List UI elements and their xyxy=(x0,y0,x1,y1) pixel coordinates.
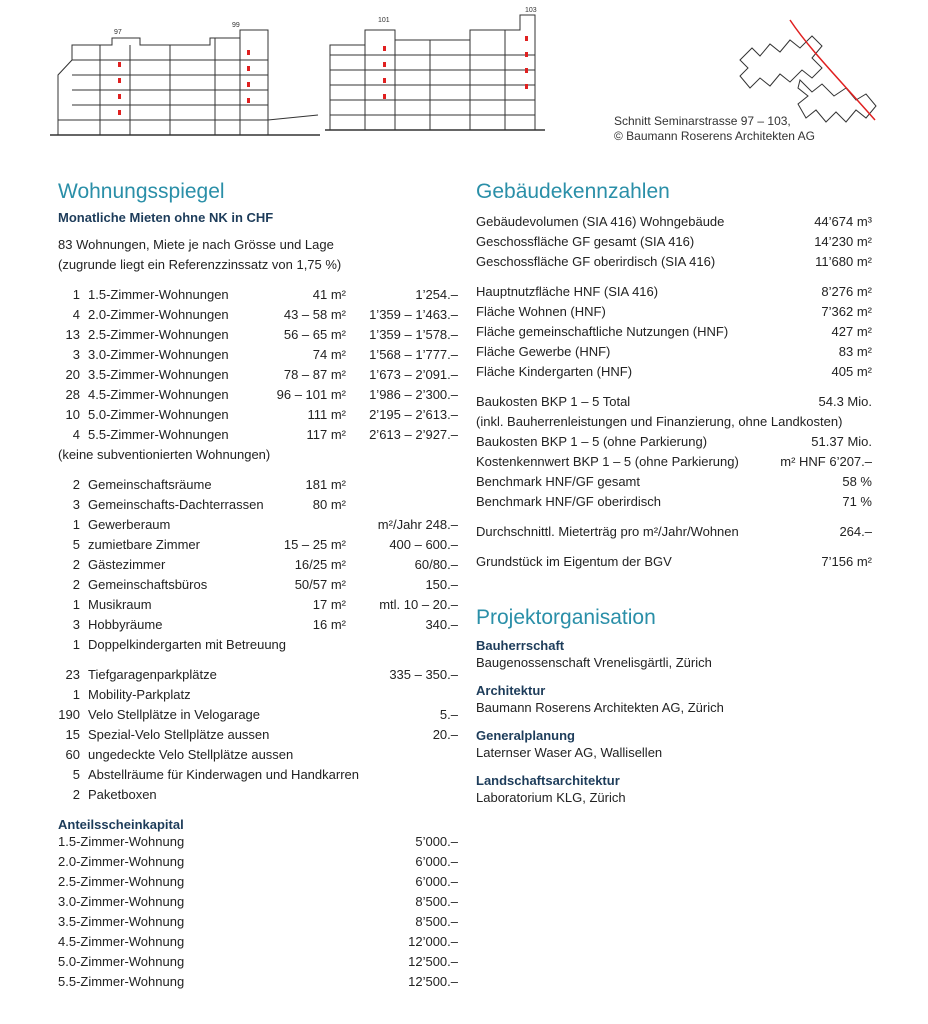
figure-label: Hauptnutzfläche HNF (SIA 416) xyxy=(476,284,659,299)
price: m²/Jahr 248.– xyxy=(377,517,458,532)
price: 1’359 – 1’578.– xyxy=(369,327,458,342)
figure-row xyxy=(476,322,872,342)
intro-note: (zugrunde liegt ein Referenzzinssatz von 1,75 %) xyxy=(58,257,342,272)
price: mtl. 10 – 20.– xyxy=(379,597,458,612)
site-plan xyxy=(740,36,876,122)
capital-amount: 12’500.– xyxy=(408,954,458,969)
item-label: Gemeinschaftsräume xyxy=(88,477,212,492)
figure-label: (inkl. Bauherrenleistungen und Finanzierung, ohne Landkosten) xyxy=(476,414,843,429)
area: 111 m² xyxy=(307,407,346,422)
capital-row xyxy=(58,932,458,952)
apartment-type: 1.5-Zimmer-Wohnung xyxy=(58,834,185,849)
apartment-row xyxy=(58,385,458,405)
parking-row xyxy=(58,765,458,785)
area: 117 m² xyxy=(306,427,346,442)
count: 3 xyxy=(72,497,80,512)
figure-label: Grundstück im Eigentum der BGV xyxy=(476,554,672,569)
item-label: Musikraum xyxy=(88,597,152,612)
apartment-row xyxy=(58,425,458,445)
figure-label: Kostenkennwert BKP 1 – 5 (ohne Parkierung) xyxy=(476,454,739,469)
area: 41 m² xyxy=(312,287,346,302)
figure-label: Geschossfläche GF oberirdisch (SIA 416) xyxy=(476,254,716,269)
common-space-row xyxy=(58,515,458,535)
count: 4 xyxy=(72,427,80,442)
area: 181 m² xyxy=(305,477,346,492)
figure-row xyxy=(476,412,872,432)
item-label: 3.0-Zimmer-Wohnungen xyxy=(88,347,229,362)
org-name: Laternser Waser AG, Wallisellen xyxy=(476,745,663,760)
figure-label: Fläche Kindergarten (HNF) xyxy=(476,364,633,379)
item-label: 1.5-Zimmer-Wohnungen xyxy=(88,287,229,302)
figure-row xyxy=(476,472,872,492)
price: 2’195 – 2’613.– xyxy=(369,407,458,422)
count: 1 xyxy=(72,287,80,302)
common-space-row xyxy=(58,535,458,555)
parking-row xyxy=(58,785,458,805)
organisation-entry xyxy=(476,728,872,763)
item-label: ungedeckte Velo Stellplätze aussen xyxy=(88,747,294,762)
org-role: Generalplanung xyxy=(476,728,575,743)
label-99: 99 xyxy=(232,22,240,29)
figure-label: Benchmark HNF/GF oberirdisch xyxy=(476,494,661,509)
capital-row xyxy=(58,852,458,872)
count: 1 xyxy=(72,637,80,652)
apartment-row xyxy=(58,405,458,425)
org-name: Laboratorium KLG, Zürich xyxy=(476,790,626,805)
figure-value: 427 m² xyxy=(831,324,872,339)
capital-amount: 6’000.– xyxy=(415,854,458,869)
figure-value: 7’156 m² xyxy=(821,554,872,569)
count: 2 xyxy=(72,557,80,572)
figure-row xyxy=(476,552,872,572)
figures-group-costs xyxy=(476,392,872,512)
area: 16/25 m² xyxy=(294,557,346,572)
count: 3 xyxy=(72,617,80,632)
parking-row xyxy=(58,705,458,725)
figure-label: Benchmark HNF/GF gesamt xyxy=(476,474,640,489)
count: 13 xyxy=(65,327,80,342)
count: 10 xyxy=(65,407,80,422)
figure-label: Fläche gemeinschaftliche Nutzungen (HNF) xyxy=(476,324,729,339)
common-space-row xyxy=(58,495,458,515)
figure-row xyxy=(476,522,872,542)
figures-group-rent xyxy=(476,522,872,542)
count: 2 xyxy=(72,477,80,492)
area: 56 – 65 m² xyxy=(283,327,346,342)
item-label: Doppelkindergarten mit Betreuung xyxy=(88,637,287,652)
common-space-row xyxy=(58,635,458,655)
area: 74 m² xyxy=(312,347,346,362)
item-label: Abstellräume für Kinderwagen und Handkarren xyxy=(88,767,359,782)
figure-row xyxy=(476,282,872,302)
drawing-caption xyxy=(614,114,815,144)
area: 16 m² xyxy=(312,617,346,632)
figure-row xyxy=(476,362,872,382)
figure-value: 58 % xyxy=(842,474,872,489)
item-label: Velo Stellplätze in Velogarage xyxy=(88,707,261,722)
figure-value: 11’680 m² xyxy=(815,254,872,269)
section-left-building xyxy=(50,30,320,135)
capital-list xyxy=(58,832,458,992)
label-101: 101 xyxy=(378,17,390,24)
area: 80 m² xyxy=(312,497,346,512)
figure-value: 264.– xyxy=(839,524,872,539)
org-name: Baumann Roserens Architekten AG, Zürich xyxy=(476,700,724,715)
common-space-row xyxy=(58,475,458,495)
figure-label: Durchschnittl. Mieterträg pro m²/Jahr/Wohnen xyxy=(476,524,739,539)
area: 50/57 m² xyxy=(294,577,346,592)
section-right-building xyxy=(325,15,545,130)
item-label: Gemeinschaftsbüros xyxy=(88,577,208,592)
figures-group-plot xyxy=(476,552,872,572)
figure-label: Baukosten BKP 1 – 5 Total xyxy=(476,394,631,409)
building-figures-column xyxy=(476,180,872,818)
figure-value: 71 % xyxy=(842,494,872,509)
price: 1’673 – 2’091.– xyxy=(369,367,458,382)
apartment-type: 5.5-Zimmer-Wohnung xyxy=(58,974,185,989)
count: 5 xyxy=(72,537,80,552)
figure-row xyxy=(476,432,872,452)
apartment-type: 2.5-Zimmer-Wohnung xyxy=(58,874,185,889)
price: 150.– xyxy=(425,577,458,592)
area: 78 – 87 m² xyxy=(283,367,346,382)
parking-row xyxy=(58,685,458,705)
intro-text: 83 Wohnungen, Miete je nach Grösse und Lage xyxy=(58,237,334,252)
capital-amount: 8’500.– xyxy=(415,914,458,929)
figure-value: 405 m² xyxy=(831,364,872,379)
area: 43 – 58 m² xyxy=(283,307,346,322)
count: 1 xyxy=(72,597,80,612)
common-space-row xyxy=(58,575,458,595)
common-spaces-list xyxy=(58,475,458,655)
building-figures-title: Gebäudekennzahlen xyxy=(476,180,670,203)
capital-title: Anteilsscheinkapital xyxy=(58,817,184,832)
item-label: Paketboxen xyxy=(88,787,157,802)
price: 1’254.– xyxy=(415,287,458,302)
count: 28 xyxy=(65,387,80,402)
capital-row xyxy=(58,872,458,892)
price: 1’986 – 2’300.– xyxy=(369,387,458,402)
organisation-entry xyxy=(476,773,872,808)
figure-value: 44’674 m³ xyxy=(814,214,872,229)
apartment-type: 3.5-Zimmer-Wohnung xyxy=(58,914,185,929)
org-name: Baugenossenschaft Vrenelisgärtli, Zürich xyxy=(476,655,712,670)
item-label: 2.5-Zimmer-Wohnungen xyxy=(88,327,229,342)
figure-row xyxy=(476,232,872,252)
figure-value: 7’362 m² xyxy=(821,304,872,319)
common-space-row xyxy=(58,615,458,635)
org-role: Bauherrschaft xyxy=(476,638,565,653)
organisation-entry xyxy=(476,683,872,718)
figure-label: Baukosten BKP 1 – 5 (ohne Parkierung) xyxy=(476,434,708,449)
price: 335 – 350.– xyxy=(389,667,458,682)
figure-row xyxy=(476,452,872,472)
count: 3 xyxy=(72,347,80,362)
apartment-type: 4.5-Zimmer-Wohnung xyxy=(58,934,185,949)
figure-row xyxy=(476,392,872,412)
caption-line-2: © Baumann Roserens Architekten AG xyxy=(614,129,815,143)
apartment-row xyxy=(58,305,458,325)
parking-list xyxy=(58,665,458,805)
item-label: 5.5-Zimmer-Wohnungen xyxy=(88,427,229,442)
org-role: Architektur xyxy=(476,683,546,698)
capital-amount: 12’500.– xyxy=(408,974,458,989)
figure-value: 51.37 Mio. xyxy=(811,434,872,449)
capital-amount: 12’000.– xyxy=(408,934,458,949)
count: 5 xyxy=(72,767,80,782)
apartment-type: 5.0-Zimmer-Wohnung xyxy=(58,954,185,969)
label-97: 97 xyxy=(114,29,122,36)
item-label: Spezial-Velo Stellplätze aussen xyxy=(88,727,270,742)
parking-row xyxy=(58,725,458,745)
item-label: 4.5-Zimmer-Wohnungen xyxy=(88,387,229,402)
common-space-row xyxy=(58,595,458,615)
item-label: Hobbyräume xyxy=(88,617,163,632)
price: 60/80.– xyxy=(414,557,458,572)
parking-row xyxy=(58,665,458,685)
organisation-list xyxy=(476,638,872,808)
capital-row xyxy=(58,912,458,932)
figure-label: Gebäudevolumen (SIA 416) Wohngebäude xyxy=(476,214,725,229)
figure-row xyxy=(476,492,872,512)
capital-amount: 6’000.– xyxy=(415,874,458,889)
organisation-entry xyxy=(476,638,872,673)
item-label: 2.0-Zimmer-Wohnungen xyxy=(88,307,229,322)
price: 1’359 – 1’463.– xyxy=(369,307,458,322)
capital-row xyxy=(58,892,458,912)
project-organisation-title: Projektorganisation xyxy=(476,606,656,629)
figure-value: m² HNF 6’207.– xyxy=(780,454,872,469)
common-space-row xyxy=(58,555,458,575)
area: 15 – 25 m² xyxy=(283,537,346,552)
figure-row xyxy=(476,212,872,232)
figure-value: 14’230 m² xyxy=(814,234,872,249)
count: 4 xyxy=(72,307,80,322)
item-label: Gemeinschafts-Dachterrassen xyxy=(88,497,264,512)
apartments-note: (keine subventionierten Wohnungen) xyxy=(58,447,271,462)
apartment-mix-column xyxy=(58,180,458,992)
figure-row xyxy=(476,252,872,272)
org-role: Landschaftsarchitektur xyxy=(476,773,620,788)
figures-group-areas xyxy=(476,282,872,382)
figure-value: 83 m² xyxy=(838,344,872,359)
price: 5.– xyxy=(439,707,458,722)
caption-line-1: Schnitt Seminarstrasse 97 – 103, xyxy=(614,114,791,128)
apartment-list xyxy=(58,285,458,445)
price: 1’568 – 1’777.– xyxy=(369,347,458,362)
count: 1 xyxy=(72,517,80,532)
count: 2 xyxy=(72,787,80,802)
capital-amount: 8’500.– xyxy=(415,894,458,909)
item-label: 5.0-Zimmer-Wohnungen xyxy=(88,407,229,422)
label-103: 103 xyxy=(525,7,537,14)
figure-label: Fläche Gewerbe (HNF) xyxy=(476,344,611,359)
count: 60 xyxy=(65,747,80,762)
figure-label: Geschossfläche GF gesamt (SIA 416) xyxy=(476,234,695,249)
capital-row xyxy=(58,972,458,992)
apartment-type: 3.0-Zimmer-Wohnung xyxy=(58,894,185,909)
count: 23 xyxy=(65,667,80,682)
capital-row xyxy=(58,832,458,852)
item-label: Gewerberaum xyxy=(88,517,171,532)
count: 190 xyxy=(58,707,80,722)
price: 2’613 – 2’927.– xyxy=(369,427,458,442)
apartment-type: 2.0-Zimmer-Wohnung xyxy=(58,854,185,869)
apartment-row xyxy=(58,325,458,345)
count: 15 xyxy=(65,727,80,742)
item-label: Tiefgaragenparkplätze xyxy=(88,667,217,682)
item-label: Gästezimmer xyxy=(88,557,166,572)
rent-subtitle: Monatliche Mieten ohne NK in CHF xyxy=(58,210,274,225)
apartment-row xyxy=(58,365,458,385)
apartment-row xyxy=(58,345,458,365)
figure-value: 54.3 Mio. xyxy=(818,394,872,409)
area: 96 – 101 m² xyxy=(276,387,346,402)
parking-row xyxy=(58,745,458,765)
price: 400 – 600.– xyxy=(389,537,458,552)
figure-row xyxy=(476,302,872,322)
capital-amount: 5’000.– xyxy=(415,834,458,849)
item-label: Mobility-Parkplatz xyxy=(88,687,191,702)
figure-value: 8’276 m² xyxy=(821,284,872,299)
figures-group-volume xyxy=(476,212,872,272)
figure-row xyxy=(476,342,872,362)
apartment-mix-title: Wohnungsspiegel xyxy=(58,180,225,203)
count: 20 xyxy=(65,367,80,382)
figure-label: Fläche Wohnen (HNF) xyxy=(476,304,606,319)
area: 17 m² xyxy=(312,597,346,612)
item-label: 3.5-Zimmer-Wohnungen xyxy=(88,367,229,382)
count: 1 xyxy=(72,687,80,702)
item-label: zumietbare Zimmer xyxy=(88,537,200,552)
capital-row xyxy=(58,952,458,972)
apartment-row xyxy=(58,285,458,305)
price: 20.– xyxy=(432,727,458,742)
count: 2 xyxy=(72,577,80,592)
price: 340.– xyxy=(425,617,458,632)
